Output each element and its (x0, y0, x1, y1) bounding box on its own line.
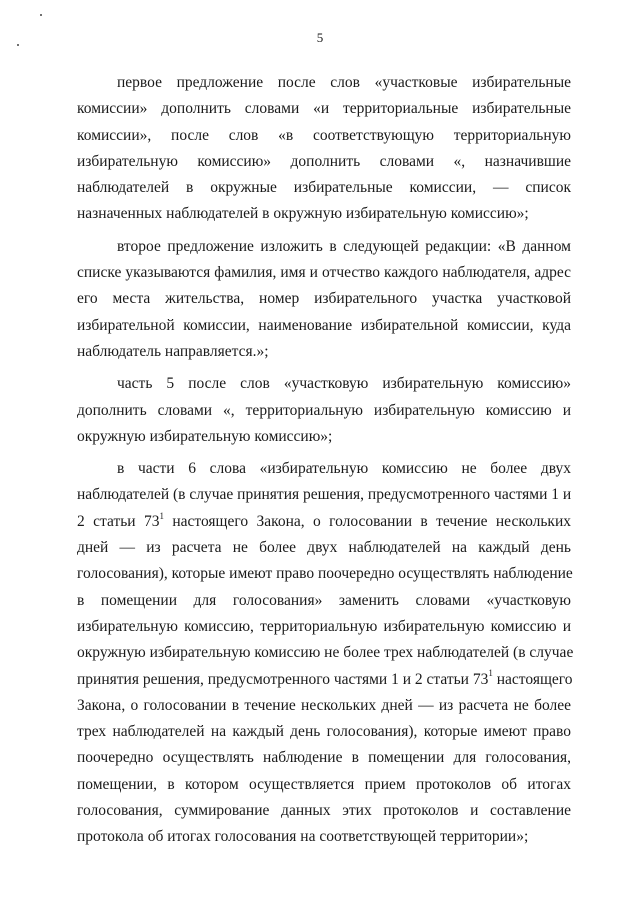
page-number: 5 (316, 30, 324, 45)
text-line: 2 статьи $73^1$ настоящего Закона, о голосовании в течение нескольких (77, 510, 571, 530)
text-line: дней — из расчета не более двух наблюдателей на каждый день (77, 539, 571, 557)
text-line: избирательную комиссию, территориальную избирательную комиссию и (77, 617, 571, 635)
text-line: в помещении для голосования» заменить словами «участковую (77, 591, 571, 609)
text-line: в части 6 слова «избирательную комиссию не более двух (117, 460, 571, 478)
paragraph (77, 234, 571, 365)
scan-artifact-dot (17, 44, 19, 46)
document-body (77, 70, 574, 851)
text-line: наблюдателей в окружные избирательные комиссии, — список (77, 179, 571, 197)
text-line: часть 5 после слов «участковую избирательную комиссию» (117, 375, 571, 393)
text-line: назначенных наблюдателей в окружную избирательную комиссию»; (77, 205, 529, 223)
text-line: наблюдатель направляется.»; (77, 342, 269, 360)
text-line: наблюдателей (в случае принятия решения, предусмотренного частями 1 и (77, 486, 572, 504)
text-line: списке указываются фамилия, имя и отчество каждого наблюдателя, адрес (77, 264, 571, 282)
paragraph (77, 371, 571, 450)
paragraph (77, 456, 574, 850)
text-line: окружную избирательную комиссию не более трех наблюдателей (в случае (77, 644, 574, 662)
text-line: голосования), которые имеют право поочередно осуществлять наблюдение (77, 565, 573, 583)
text-line: избирательную комиссию» дополнить словами «, назначившие (77, 152, 571, 170)
text-line: избирательной комиссии, наименование избирательной комиссии, куда (77, 316, 571, 334)
text-line: его места жительства, номер избирательного участка участковой (77, 290, 571, 308)
text-line: первое предложение после слов «участковые избирательные (117, 74, 571, 91)
text-line: протокола об итогах голосования на соответствующей территории»; (77, 828, 529, 846)
text-line: Закона, о голосовании в течение нескольких дней — из расчета не более (77, 696, 571, 714)
text-line: принятия решения, предусмотренного частями 1 и 2 статьи $73^1$ настоящего (77, 668, 573, 688)
text-line: помещении, в котором осуществляется прием протоколов об итогах (77, 775, 571, 793)
text-line: комиссии», после слов «в соответствующую территориальную (77, 126, 571, 144)
text-line: дополнить словами «, территориальную избирательную комиссию и (77, 401, 571, 419)
text-line: голосования, суммирование данных этих протоколов и составление (77, 802, 571, 820)
paragraph (77, 70, 571, 228)
text-line: второе предложение изложить в следующей редакции: «В данном (117, 237, 571, 255)
text-line: комиссии» дополнить словами «и территориальные избирательные (77, 100, 571, 118)
text-line: поочередно осуществлять наблюдение в помещении для голосования, (77, 749, 571, 767)
text-line: окружную избирательную комиссию»; (77, 427, 333, 445)
scan-artifact-dot (40, 14, 42, 16)
text-line: трех наблюдателей на каждый день голосования), которые имеют право (77, 723, 571, 741)
